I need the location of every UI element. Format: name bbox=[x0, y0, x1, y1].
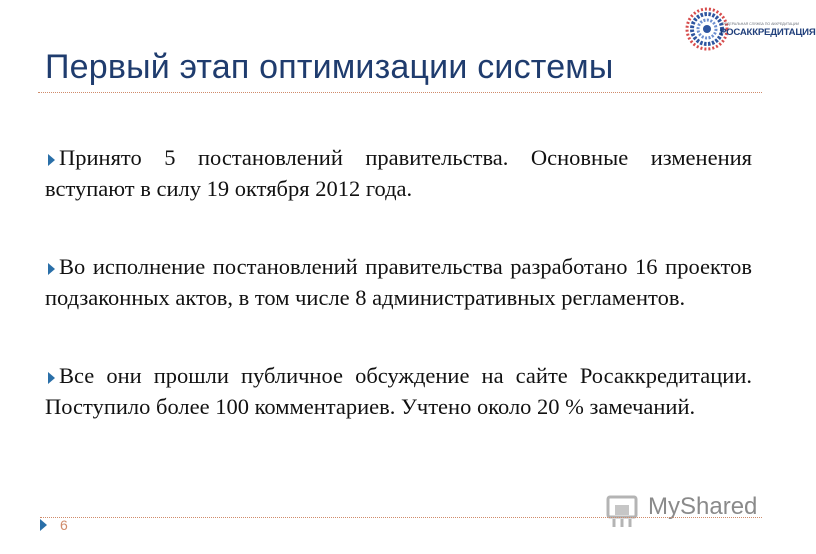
bullet-arrow-icon bbox=[48, 372, 55, 384]
logo-name: РОСАККРЕДИТАЦИЯ bbox=[720, 27, 816, 38]
logo-subtitle: ФЕДЕРАЛЬНАЯ СЛУЖБА ПО АККРЕДИТАЦИИ bbox=[722, 22, 800, 26]
bullet-text: Принято 5 постановлений правительства. Основные изменения вступают в силу 19 октября 2012 года. bbox=[45, 145, 752, 201]
bullet-text: Во исполнение постановлений правительства разработано 16 проектов подзаконных актов, в том числе 8 административных регламентов. bbox=[45, 254, 752, 310]
title-divider bbox=[38, 92, 762, 93]
page-number: 6 bbox=[60, 517, 68, 533]
bullet-list bbox=[45, 142, 752, 469]
slide-title: Первый этап оптимизации системы bbox=[45, 48, 614, 86]
bullet-item bbox=[45, 360, 752, 422]
bullet-item bbox=[45, 251, 752, 313]
bullet-text: Все они прошли публичное обсуждение на сайте Росаккредитации. Поступило более 100 комментариев. Учтено около 20 % замечаний. bbox=[45, 363, 752, 419]
watermark-text: MyShared bbox=[648, 493, 758, 520]
bullet-arrow-icon bbox=[48, 263, 55, 275]
footer-arrow-icon bbox=[40, 519, 47, 531]
bullet-arrow-icon bbox=[48, 154, 55, 166]
footer-divider bbox=[40, 517, 762, 518]
bullet-item bbox=[45, 142, 752, 204]
